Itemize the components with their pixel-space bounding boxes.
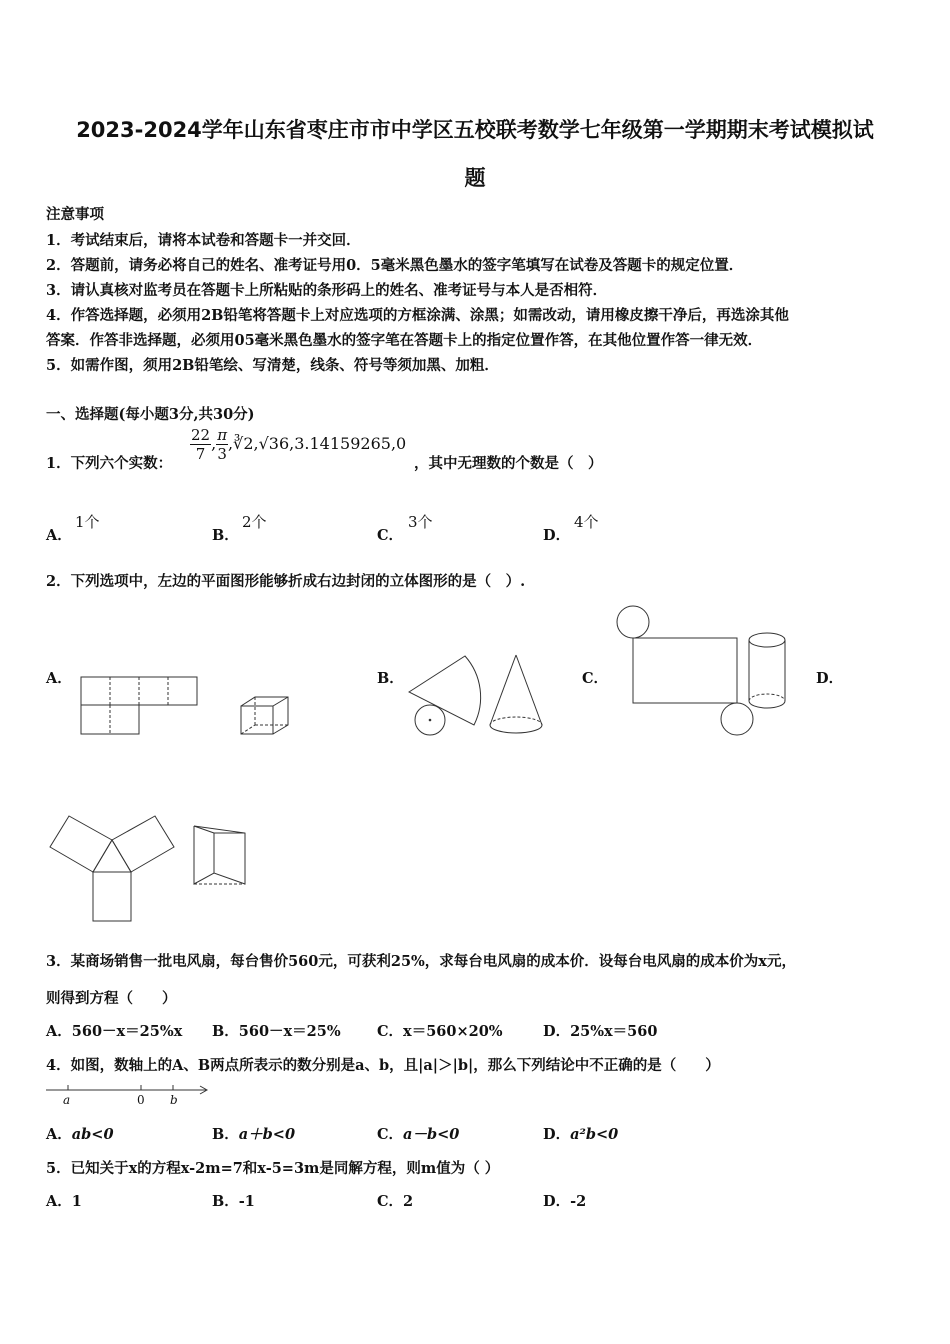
axis-label-a: a [63, 1093, 71, 1107]
q1-option-a-label: A． [46, 527, 72, 544]
option-value: -2 [570, 1193, 587, 1210]
option-d-prism [194, 826, 245, 884]
q5-option-c [377, 1190, 413, 1211]
option-value: a－b<0 [403, 1126, 460, 1143]
frac-numerator: π [217, 426, 228, 444]
option-value: a＋b<0 [238, 1126, 296, 1143]
q2-option-d-label: D． [816, 670, 844, 687]
option-label: C． [377, 1126, 404, 1143]
q1-option-c-label: C． [377, 527, 404, 544]
q5-option-a [46, 1190, 82, 1211]
q5-option-d [543, 1190, 586, 1211]
option-value: 1 [71, 1193, 82, 1210]
option-label: C． [377, 1023, 404, 1040]
option-value: ab<0 [71, 1126, 114, 1143]
q2-option-b-label: B． [377, 670, 404, 687]
q3-option-c [377, 1020, 503, 1041]
notice-item: 5．如需作图，须用2B铅笔绘、写清楚，线条、符号等须加黑、加粗． [46, 357, 499, 374]
option-value: a²b<0 [570, 1126, 619, 1143]
option-b-cone-net [409, 656, 481, 735]
q3-stem-line1: 3．某商场销售一批电风扇，每台售价560元，可获利25%，求每台电风扇的成本价．设每台电风扇的成本价为x元， [46, 953, 796, 970]
q4-option-d [543, 1123, 618, 1144]
option-label: D． [543, 1023, 571, 1040]
q5-option-b [212, 1190, 255, 1211]
q1-option-d-label: D． [543, 527, 571, 544]
q2-option-a-label: A． [46, 670, 72, 687]
exam-title-line2: 题 [464, 166, 486, 190]
notice-item: 答案．作答非选择题，必须用05毫米黑色墨水的签字笔在答题卡上的指定位置作答，在其他位置作答一律无效． [46, 332, 763, 349]
notice-item: 4．作答选择题，必须用2B铅笔将答题卡上对应选项的方框涂满、涂黑；如需改动，请用橡皮擦干净后，再选涂其他 [46, 307, 789, 324]
q1-option-d-value: 4个 [574, 513, 599, 531]
q1-prefix: 1．下列六个实数： [46, 455, 173, 472]
q4-option-b [212, 1123, 295, 1144]
q3-option-a [46, 1020, 182, 1041]
q3-stem-line2: 则得到方程（ ） [46, 990, 177, 1007]
option-b-cone [490, 655, 542, 733]
option-label: C． [377, 1193, 404, 1210]
q2-option-c-label: C． [582, 670, 609, 687]
notice-item: 2．答题前，请务必将自己的姓名、准考证号用0．5毫米黑色墨水的签字笔填写在试卷及答题卡的规定位置． [46, 257, 744, 274]
axis-label-b: b [170, 1093, 178, 1107]
section-heading: 一、选择题(每小题3分,共30分) [46, 406, 255, 423]
option-value: 2 [403, 1193, 414, 1210]
notice-heading: 注意事项 [46, 206, 104, 223]
option-label: B． [212, 1193, 239, 1210]
option-label: A． [46, 1126, 72, 1143]
q4-option-a [46, 1123, 114, 1144]
option-value: x＝560×20% [403, 1023, 503, 1040]
option-value: 560－x＝25%x [71, 1023, 183, 1040]
q3-option-d [543, 1020, 657, 1041]
frac-denominator: 7 [195, 445, 206, 463]
q1-option-b-value: 2个 [242, 513, 267, 531]
q1-numbers: ,∛2,√36,3.14159265,0 [228, 434, 407, 453]
option-label: B． [212, 1023, 239, 1040]
option-c-cylinder [749, 633, 785, 708]
notice-item: 1．考试结束后，请将本试卷和答题卡一并交回． [46, 232, 361, 249]
frac-denominator: 3 [217, 445, 227, 463]
option-a-cube [241, 697, 288, 734]
q3-option-b [212, 1020, 341, 1041]
option-value: 25%x＝560 [570, 1023, 658, 1040]
option-value: -1 [238, 1193, 255, 1210]
option-label: A． [46, 1023, 72, 1040]
axis-label-0: 0 [137, 1093, 145, 1107]
frac-numerator: 22 [191, 426, 211, 444]
option-label: B． [212, 1126, 239, 1143]
option-d-prism-net [50, 816, 174, 921]
option-label: D． [543, 1193, 571, 1210]
notice-item: 3．请认真核对监考员在答题卡上所粘贴的条形码上的姓名、准考证号与本人是否相符． [46, 282, 608, 299]
q1-option-a-value: 1个 [75, 513, 100, 531]
q1-suffix: ，其中无理数的个数是（ ） [414, 455, 603, 472]
option-a-cube-net [81, 677, 197, 734]
option-value: 560－x＝25% [238, 1023, 341, 1040]
q4-option-c [377, 1123, 459, 1144]
exam-title-line1: 2023-2024学年山东省枣庄市市中学区五校联考数学七年级第一学期期末考试模拟试 [76, 118, 874, 142]
q1-math: $\frac{22}{7}$ , $\frac{\pi}{3}$ ,∛2,√36,3.14159265,0 [191, 426, 407, 463]
q5-stem: 5．已知关于x的方程x-2m=7和x-5=3m是同解方程，则m值为（ ） [46, 1160, 500, 1177]
q1-option-b-label: B． [212, 527, 239, 544]
q2-stem: 2．下列选项中，左边的平面图形能够折成右边封闭的立体图形的是（ ）. [46, 573, 526, 590]
q1-option-c-value: 3个 [408, 513, 433, 531]
option-label: A． [46, 1193, 72, 1210]
q4-stem: 4．如图，数轴上的A、B两点所表示的数分别是a、b，且|a|＞|b|，那么下列结论中不正确的是（ ） [46, 1057, 720, 1074]
option-label: D． [543, 1126, 571, 1143]
option-c-cylinder-net [617, 606, 753, 735]
